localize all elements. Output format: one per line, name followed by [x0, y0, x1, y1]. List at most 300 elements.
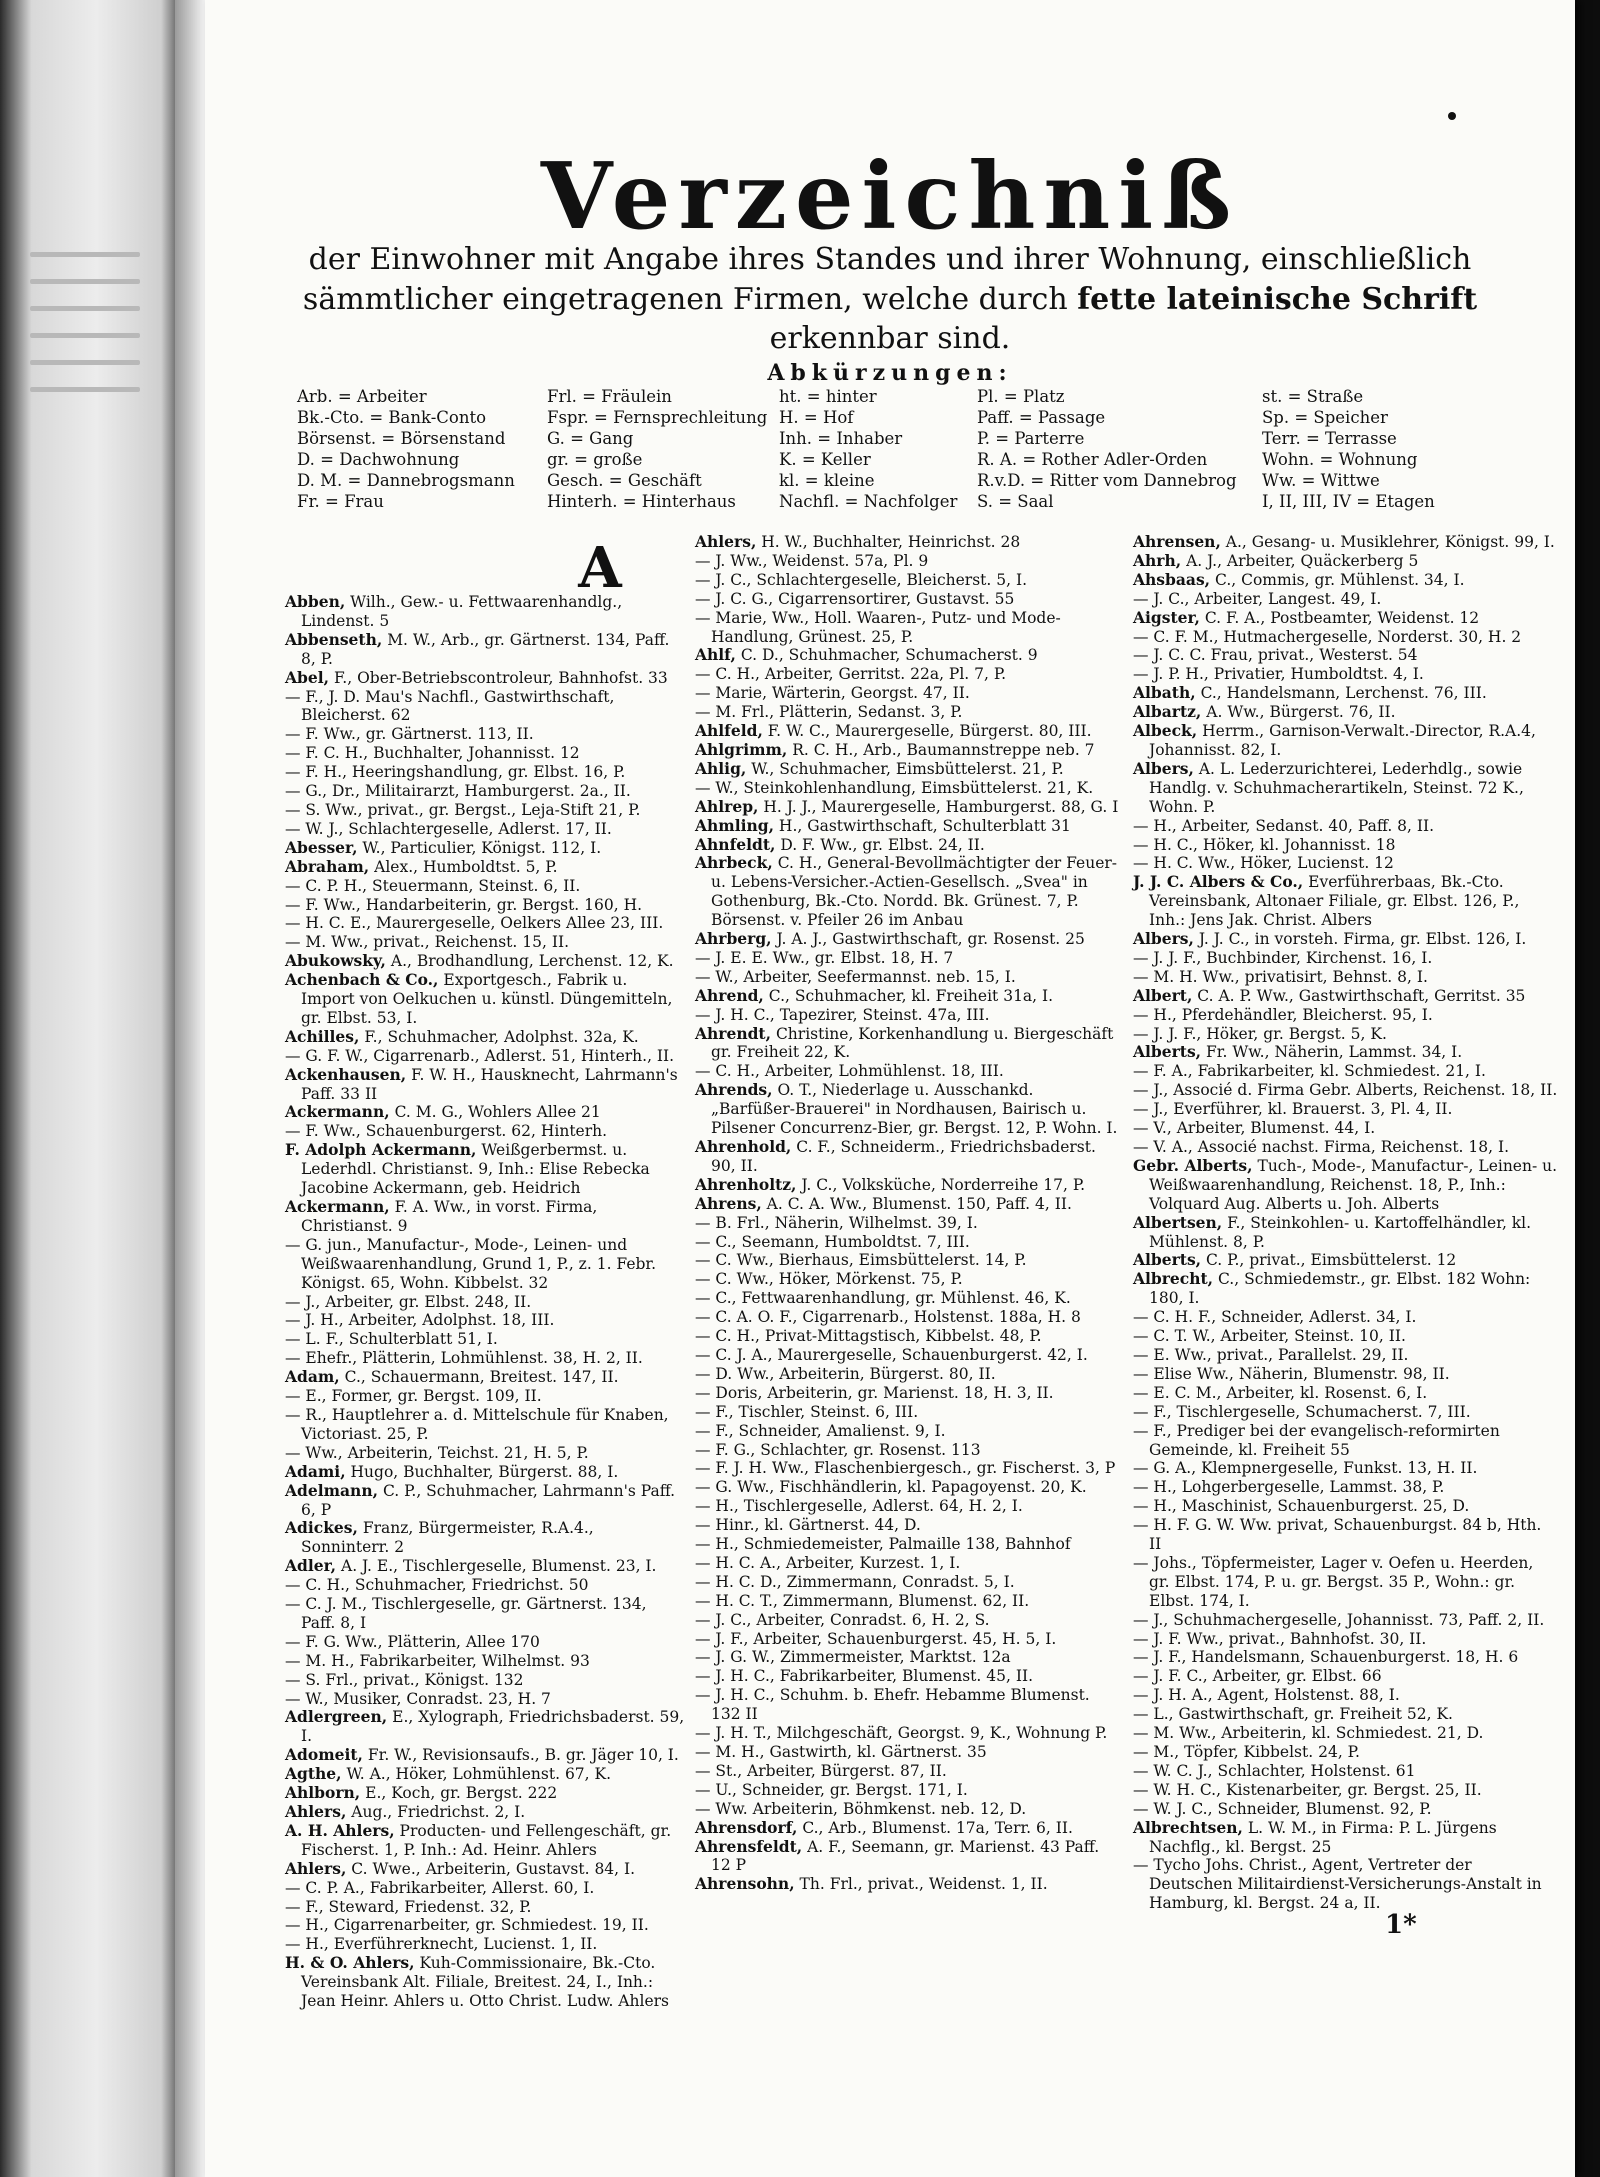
directory-entry [1133, 628, 1558, 647]
entry-details: — V., Arbeiter, Blumenst. 44, I. [1133, 1119, 1376, 1138]
directory-entry [1133, 1365, 1558, 1384]
directory-entry [695, 646, 1120, 665]
entry-details: — C. H., Arbeiter, Gerritst. 22a, Pl. 7, P. [695, 665, 1007, 684]
entry-details: — St., Arbeiter, Bürgerst. 87, II. [695, 1761, 947, 1780]
entry-details: — J. F., Arbeiter, Schauenburgerst. 45, H. 5, I. [695, 1629, 1057, 1648]
directory-entry [695, 1006, 1120, 1025]
entry-name: Adami, [285, 1461, 346, 1481]
entry-name: Ahrensfeldt, [695, 1836, 803, 1856]
entry-name: Ahrberg, [695, 929, 772, 949]
directory-entry [1133, 590, 1558, 609]
entry-details: C. Wwe., Arbeiterin, Gustavst. 84, I. [351, 1859, 636, 1878]
entry-name: Ahrh, [1133, 550, 1182, 570]
entry-name: Ahlers, [285, 1802, 347, 1821]
directory-entry [1133, 1762, 1558, 1781]
directory-entry [695, 1025, 1120, 1063]
abbreviation-item: P. = Parterre [977, 429, 1085, 448]
directory-entry [695, 1800, 1120, 1819]
entry-details: Exportgesch., Fabrik u. Import von Oelkuchen u. künstl. Düngemitteln, gr. Elbst. 53, I. [301, 971, 673, 1027]
directory-entry [285, 877, 685, 896]
entry-details: — Ww. Arbeiterin, Böhmkenst. neb. 12, D. [695, 1799, 1027, 1818]
entry-details: C., Handelsmann, Lerchenst. 76, III. [1200, 684, 1487, 703]
entry-details: Aug., Friedrichst. 2, I. [351, 1803, 526, 1821]
directory-entry [1133, 1743, 1558, 1762]
entry-details: — F. C. H., Buchhalter, Johannisst. 12 [285, 744, 580, 763]
directory-entry [1133, 1403, 1558, 1422]
entry-details: — Doris, Arbeiterin, gr. Marienst. 18, H. 3, II. [695, 1383, 1054, 1402]
directory-entry [1133, 1384, 1558, 1403]
directory-entry [695, 1648, 1120, 1667]
directory-entry [695, 1592, 1120, 1611]
entry-details: — E. C. M., Arbeiter, kl. Rosenst. 6, I. [1133, 1383, 1428, 1402]
entry-details: H. J. J., Maurergeselle, Hamburgerst. 88, G. I [763, 797, 1119, 816]
entry-details: — F., Tischler, Steinst. 6, III. [695, 1402, 919, 1421]
directory-entry [285, 1671, 685, 1690]
abbreviations-heading: Abkürzungen: [767, 360, 1013, 386]
directory-entry [1133, 665, 1558, 684]
directory-entry [695, 533, 1120, 552]
entry-details: — C. P. H., Steuermann, Steinst. 6, II. [285, 876, 581, 895]
entry-name: Ahlers, [285, 1858, 347, 1878]
entry-name: Abukowsky, [285, 951, 386, 971]
entry-name: Albartz, [1133, 702, 1202, 722]
entry-name: Aigster, [1133, 607, 1200, 627]
entry-details: A. C. A. Ww., Blumenst. 150, Paff. 4, II. [766, 1194, 1072, 1213]
directory-entry [1133, 571, 1558, 590]
entry-details: C. D., Schuhmacher, Schumacherst. 9 [740, 646, 1038, 665]
entry-name: Ahmling, [695, 815, 774, 835]
directory-entry [1133, 1346, 1558, 1365]
directory-entry [695, 1459, 1120, 1478]
section-letter: A [578, 535, 622, 601]
directory-entry [695, 949, 1120, 968]
entry-details: — Ehefr., Plätterin, Lohmühlenst. 38, H. 2, II. [285, 1349, 643, 1368]
entry-name: Abesser, [285, 837, 358, 857]
entry-details: — F. H., Heeringshandlung, gr. Elbst. 16, P. [285, 763, 626, 782]
directory-entry [285, 858, 685, 877]
directory-entry [285, 1822, 685, 1860]
previous-page-edge [0, 0, 175, 2177]
directory-entry [695, 798, 1120, 817]
abbreviation-item: Börsenst. = Börsenstand [297, 429, 506, 448]
entry-details: Hugo, Buchhalter, Bürgerst. 88, I. [350, 1462, 619, 1481]
directory-entry [695, 760, 1120, 779]
entry-details: F. A. Ww., in vorst. Firma, Christianst. 9 [301, 1198, 598, 1235]
entry-details: — H. C., Höker, kl. Johannisst. 18 [1133, 835, 1396, 854]
directory-entry [1133, 609, 1558, 628]
directory-column-middle [695, 533, 1120, 1894]
entry-details: R. C. H., Arb., Baumannstreppe neb. 7 [792, 740, 1095, 759]
directory-entry [695, 1308, 1120, 1327]
directory-entry [285, 952, 685, 971]
entry-details: — Marie, Wärterin, Georgst. 47, II. [695, 684, 970, 703]
directory-entry [695, 1875, 1120, 1894]
directory-entry [695, 1630, 1120, 1649]
directory-entry [285, 1387, 685, 1406]
directory-entry [285, 631, 685, 669]
directory-entry [1133, 1308, 1558, 1327]
directory-entry [695, 1724, 1120, 1743]
entry-name: Adickes, [285, 1518, 358, 1538]
entry-name: A. H. Ahlers, [285, 1820, 395, 1840]
entry-details: — J. H. C., Schuhm. b. Ehefr. Hebamme Blumenst. 132 II [695, 1686, 1090, 1724]
directory-entry [285, 1916, 685, 1935]
directory-entry [695, 1214, 1120, 1233]
directory-entry [285, 1557, 685, 1576]
directory-entry [285, 1595, 685, 1633]
entry-details: Th. Frl., privat., Weidenst. 1, II. [799, 1875, 1048, 1894]
entry-details: — J. H. C., Fabrikarbeiter, Blumenst. 45, II. [695, 1667, 1034, 1686]
entry-details: — C. A. O. F., Cigarrenarb., Holstenst. 188a, H. 8 [695, 1308, 1081, 1327]
entry-details: — F., Prediger bei der evangelisch-reformirten Gemeinde, kl. Freiheit 55 [1133, 1421, 1500, 1459]
directory-entry [1133, 1006, 1558, 1025]
entry-details: F., Ober-Betriebscontroleur, Bahnhofst. 33 [333, 668, 668, 687]
entry-details: — H. F. G. W. Ww. privat, Schauenburgst. 84 b, Hth. II [1133, 1516, 1542, 1554]
abbreviation-item: R.v.D. = Ritter vom Dannebrog [977, 471, 1237, 490]
subtitle-text-bold: fette lateinische Schrift [1077, 281, 1478, 317]
entry-name: Adelmann, [285, 1480, 378, 1500]
directory-entry [1133, 1667, 1558, 1686]
directory-column-right [1133, 533, 1558, 1913]
directory-entry [695, 930, 1120, 949]
directory-entry [695, 741, 1120, 760]
directory-entry [1133, 1025, 1558, 1044]
directory-entry [695, 1422, 1120, 1441]
entry-name: Ahlgrimm, [695, 739, 788, 759]
directory-entry [1133, 1516, 1558, 1554]
entry-details: — J. C., Schlachtergeselle, Bleicherst. 5, I. [695, 570, 1028, 589]
directory-entry [695, 987, 1120, 1006]
entry-details: J. C., Volksküche, Norderreihe 17, P. [801, 1175, 1086, 1194]
entry-name: Adlergreen, [285, 1707, 388, 1727]
entry-details: J. J. C., in vorsteh. Firma, gr. Elbst. 126, I. [1198, 930, 1527, 949]
entry-details: — Marie, Ww., Holl. Waaren-, Putz- und Mode-Handlung, Grünest. 25, P. [695, 608, 1061, 646]
entry-name: Achenbach & Co., [285, 970, 439, 990]
directory-entry [285, 1879, 685, 1898]
entry-details: — F. G., Schlachter, gr. Rosenst. 113 [695, 1440, 981, 1459]
entry-details: F. W. C., Maurergeselle, Bürgerst. 80, III. [767, 722, 1092, 741]
entry-name: Ahnfeldt, [695, 834, 776, 854]
directory-entry [285, 1482, 685, 1520]
entry-details: — M. H., Fabrikarbeiter, Wilhelmst. 93 [285, 1651, 590, 1670]
entry-details: — G. F. W., Cigarrenarb., Adlerst. 51, Hinterh., II. [285, 1046, 675, 1065]
directory-entry [1133, 646, 1558, 665]
entry-details: C., Arb., Blumenst. 17a, Terr. 6, II. [802, 1818, 1073, 1837]
entry-details: — H., Arbeiter, Sedanst. 40, Paff. 8, II. [1133, 816, 1435, 835]
directory-entry [695, 552, 1120, 571]
entry-name: Alberts, [1133, 1042, 1202, 1062]
entry-name: Abel, [285, 667, 330, 687]
directory-entry [1133, 1686, 1558, 1705]
entry-name: Adler, [285, 1556, 337, 1576]
directory-entry [695, 779, 1120, 798]
directory-entry [695, 571, 1120, 590]
directory-entry [695, 836, 1120, 855]
entry-name: Albers, [1133, 758, 1194, 778]
abbreviation-item: S. = Saal [977, 492, 1054, 511]
entry-details: — H. C. D., Zimmermann, Conradst. 5, I. [695, 1572, 1015, 1591]
entry-details: W. A., Höker, Lohmühlenst. 67, K. [346, 1765, 612, 1784]
directory-entry [285, 1746, 685, 1765]
directory-entry [285, 1860, 685, 1879]
entry-details: — E., Former, gr. Bergst. 109, II. [285, 1387, 542, 1406]
entry-details: — C. Ww., Bierhaus, Eimsbüttelerst. 14, P. [695, 1251, 1027, 1270]
directory-entry [1133, 533, 1558, 552]
directory-entry [1133, 1270, 1558, 1308]
entry-details: — M. Ww., privat., Reichenst. 15, II. [285, 933, 569, 952]
entry-details: — C. H., Privat-Mittagstisch, Kibbelst. 48, P. [695, 1327, 1042, 1346]
directory-entry [1133, 1138, 1558, 1157]
directory-entry [285, 839, 685, 858]
directory-entry [1133, 949, 1558, 968]
abbreviation-item: Sp. = Speicher [1262, 408, 1388, 427]
entry-details: F. W. H., Hausknecht, Lahrmann's Paff. 33 II [301, 1065, 678, 1103]
entry-details: C. P., privat., Eimsbüttelerst. 12 [1206, 1251, 1457, 1270]
entry-details: — H., Schmiedemeister, Palmaille 138, Bahnhof [695, 1535, 1071, 1554]
entry-details: — H., Everführerknecht, Lucienst. 1, II. [285, 1935, 598, 1954]
entry-details: D. F. Ww., gr. Elbst. 24, II. [780, 835, 985, 854]
entry-details: — S. Ww., privat., gr. Bergst., Leja-Stift 21, P. [285, 800, 641, 819]
entry-name: Ahrendt, [695, 1023, 771, 1043]
entry-details: C., Commis, gr. Mühlenst. 34, I. [1215, 570, 1465, 589]
directory-column-left [285, 593, 685, 2011]
abbreviation-item: kl. = kleine [779, 471, 875, 490]
entry-details: L. W. M., in Firma: P. L. Jürgens Nachflg., kl. Bergst. 25 [1149, 1818, 1497, 1856]
entry-details: — H., Pferdehändler, Bleicherst. 95, I. [1133, 1005, 1433, 1024]
entry-details: C. M. G., Wohlers Allee 21 [394, 1103, 601, 1122]
directory-entry [695, 1686, 1120, 1724]
directory-entry [285, 1103, 685, 1122]
abbreviation-item: st. = Straße [1262, 387, 1364, 406]
directory-entry [1133, 817, 1558, 836]
directory-entry [695, 703, 1120, 722]
directory-entry [1133, 1781, 1558, 1800]
directory-entry [695, 1384, 1120, 1403]
directory-entry [285, 1690, 685, 1709]
directory-entry [285, 1236, 685, 1293]
page-title: Verzeichniß [540, 142, 1240, 250]
entry-details: O. T., Niederlage u. Ausschankd. „Barfüßer-Brauerei" in Nordhausen, Bairisch u. Pilsener Concurrenz-Bier, gr. Bergst. 12, P. Wohn. I. [711, 1081, 1118, 1138]
entry-details: — J. Ww., Weidenst. 57a, Pl. 9 [695, 551, 929, 570]
directory-entry [285, 1765, 685, 1784]
entry-name: Ahlborn, [285, 1783, 361, 1803]
directory-entry [695, 1233, 1120, 1252]
entry-details: — F., Tischlergeselle, Schumacherst. 7, III. [1133, 1402, 1471, 1421]
entry-details: — W. C. J., Schlachter, Holstenst. 61 [1133, 1761, 1416, 1780]
directory-entry [285, 1198, 685, 1236]
entry-details: — F. Ww., gr. Gärtnerst. 113, II. [285, 725, 534, 744]
abbreviation-item: Fspr. = Fernsprechleitung [547, 408, 768, 427]
entry-details: M. W., Arb., gr. Gärtnerst. 134, Paff. 8, P. [301, 630, 670, 668]
entry-details: — C. J. M., Tischlergeselle, gr. Gärtnerst. 134, Paff. 8, I [285, 1595, 647, 1632]
entry-details: — J., Associé d. Firma Gebr. Alberts, Reichenst. 18, II. [1133, 1081, 1558, 1100]
entry-details: — C. P. A., Fabrikarbeiter, Allerst. 60, I. [285, 1878, 595, 1897]
directory-entry [1133, 1081, 1558, 1100]
entry-name: Albertsen, [1133, 1212, 1223, 1232]
abbreviation-item: Arb. = Arbeiter [297, 387, 427, 406]
abbreviation-item: K. = Keller [779, 450, 871, 469]
directory-entry [285, 1349, 685, 1368]
directory-entry [1133, 1214, 1558, 1252]
directory-entry [285, 1898, 685, 1917]
entry-details: Wilh., Gew.- u. Fettwaarenhandlg., Lindenst. 5 [301, 593, 623, 630]
entry-details: H. W., Buchhalter, Heinrichst. 28 [761, 533, 1021, 551]
directory-entry [695, 1270, 1120, 1289]
abbreviation-item: Fr. = Frau [297, 492, 384, 511]
directory-entry [695, 1403, 1120, 1422]
entry-details: — Johs., Töpfermeister, Lager v. Oefen u. Heerden, gr. Elbst. 174, P. u. gr. Bergst. 35 P., Wohn.: gr. Elbst. 174, I. [1133, 1553, 1534, 1610]
abbreviation-item: Ww. = Wittwe [1262, 471, 1380, 490]
entry-details: E., Xylograph, Friedrichsbaderst. 59, I. [301, 1708, 685, 1746]
directory-entry [695, 1762, 1120, 1781]
entry-details: Fr. Ww., Näherin, Lammst. 34, I. [1206, 1043, 1463, 1062]
entry-details: — W. J. C., Schneider, Blumenst. 92, P. [1133, 1799, 1432, 1818]
entry-details: — M. Ww., Arbeiterin, kl. Schmiedest. 21, D. [1133, 1724, 1484, 1743]
directory-entry [285, 1330, 685, 1349]
entry-details: — C. H. F., Schneider, Adlerst. 34, I. [1133, 1308, 1417, 1327]
directory-entry [1133, 1157, 1558, 1214]
entry-details: — F., Steward, Friedenst. 32, P. [285, 1897, 532, 1916]
directory-entry [1133, 1554, 1558, 1611]
ink-dot [1448, 112, 1456, 120]
entry-details: — W., Steinkohlenhandlung, Eimsbüttelerst. 21, K. [695, 778, 1094, 797]
directory-entry [285, 744, 685, 763]
directory-entry [285, 1122, 685, 1141]
entry-name: Ahlf, [695, 645, 736, 665]
entry-details: — J. F. Ww., privat., Bahnhofst. 30, II. [1133, 1629, 1427, 1648]
directory-entry [285, 1066, 685, 1104]
entry-details: — F. Ww., Schauenburgerst. 62, Hinterh. [285, 1122, 608, 1141]
directory-entry [1133, 836, 1558, 855]
entry-name: Ahrensohn, [695, 1874, 795, 1894]
directory-entry [695, 1062, 1120, 1081]
entry-name: Ahlfeld, [695, 721, 763, 741]
entry-details: — F., J. D. Mau's Nachfl., Gastwirthschaft, Bleicherst. 62 [285, 687, 615, 725]
entry-details: — F. Ww., Handarbeiterin, gr. Bergst. 160, H. [285, 895, 643, 914]
directory-entry [1133, 1856, 1558, 1913]
entry-name: Albert, [1133, 985, 1193, 1005]
entry-details: — C., Seemann, Humboldtst. 7, III. [695, 1232, 970, 1251]
entry-name: Abraham, [285, 856, 370, 876]
entry-details: C. H., General-Bevollmächtigter der Feuer- u. Lebens-Versicher.-Actien-Gesellsch. „Svea" in Gothenburg, Bk.-Cto. Nordd. Bk. Grünest. 7, P. Börsenst. v. Pfeiler 26 im Anbau [711, 854, 1118, 930]
directory-entry [285, 1141, 685, 1198]
entry-details: — J. J. F., Höker, gr. Bergst. 5, K. [1133, 1024, 1387, 1043]
directory-entry [285, 1708, 685, 1746]
entry-details: J. A. J., Gastwirthschaft, gr. Rosenst. 25 [776, 930, 1085, 949]
entry-details: — V. A., Associé nachst. Firma, Reichenst. 18, I. [1133, 1138, 1510, 1156]
abbreviation-item: Nachfl. = Nachfolger [779, 492, 958, 511]
entry-details: — E. Ww., privat., Parallelst. 29, II. [1133, 1345, 1409, 1364]
directory-entry [285, 914, 685, 933]
entry-details: — M. H. Ww., privatisirt, Behnst. 8, I. [1133, 967, 1428, 986]
entry-details: A., Gesang- u. Musiklehrer, Königst. 99, I. [1225, 533, 1555, 551]
entry-details: A. L. Lederzurichterei, Lederhdlg., sowie Handlg. v. Schuhmacherartikeln, Steinst. 72 K., Wohn. P. [1149, 759, 1524, 816]
entry-name: Ackenhausen, [285, 1064, 407, 1084]
page-signature-mark: 1* [1385, 1910, 1417, 1940]
entry-details: — U., Schneider, gr. Bergst. 171, I. [695, 1780, 968, 1799]
directory-entry [1133, 1819, 1558, 1857]
directory-entry [285, 1463, 685, 1482]
entry-details: — F. J. H. Ww., Flaschenbiergesch., gr. Fischerst. 3, P [695, 1459, 1116, 1478]
abbreviation-column [547, 386, 779, 512]
directory-entry [285, 725, 685, 744]
directory-entry [285, 1652, 685, 1671]
directory-entry [285, 1293, 685, 1312]
entry-name: Albrecht, [1133, 1269, 1214, 1289]
directory-entry [1133, 1611, 1558, 1630]
entry-details: A. Ww., Bürgerst. 76, II. [1206, 703, 1396, 722]
entry-details: — D. Ww., Arbeiterin, Bürgerst. 80, II. [695, 1364, 996, 1383]
entry-name: H. & O. Ahlers, [285, 1953, 415, 1973]
directory-entry [695, 1781, 1120, 1800]
directory-entry [1133, 722, 1558, 760]
directory-entry [285, 1935, 685, 1954]
directory-entry [285, 896, 685, 915]
directory-entry [695, 817, 1120, 836]
entry-name: Ahrenhold, [695, 1137, 792, 1156]
entry-details: — B. Frl., Näherin, Wilhelmst. 39, I. [695, 1213, 978, 1232]
abbreviation-item: D. M. = Dannebrogsmann [297, 471, 515, 490]
directory-entry [1133, 1100, 1558, 1119]
abbreviation-item: Terr. = Terrasse [1262, 429, 1397, 448]
entry-details: — S. Frl., privat., Königst. 132 [285, 1670, 524, 1689]
directory-entry [1133, 1478, 1558, 1497]
entry-details: — M., Töpfer, Kibbelst. 24, P. [1133, 1743, 1360, 1761]
directory-entry [1133, 1648, 1558, 1667]
entry-details: F., Steinkohlen- u. Kartoffelhändler, kl. Mühlenst. 8, P. [1149, 1213, 1532, 1251]
directory-entry [1133, 1062, 1558, 1081]
entry-details: C., Schauermann, Breitest. 147, II. [344, 1368, 619, 1387]
abbreviation-item: Frl. = Fräulein [547, 387, 672, 406]
directory-entry [1133, 1630, 1558, 1649]
entry-name: Ahrbeck, [695, 853, 773, 873]
directory-entry [285, 1576, 685, 1595]
abbreviation-item: Paff. = Passage [977, 408, 1106, 427]
directory-entry [285, 971, 685, 1028]
directory-entry [695, 722, 1120, 741]
entry-details: — J. C. G., Cigarrensortirer, Gustavst. 55 [695, 589, 1015, 608]
entry-details: — Ww., Arbeiterin, Teichst. 21, H. 5, P. [285, 1443, 589, 1462]
directory-entry [695, 1743, 1120, 1762]
entry-details: — W. H. C., Kistenarbeiter, gr. Bergst. 25, II. [1133, 1780, 1482, 1799]
directory-entry [1133, 1119, 1558, 1138]
abbreviation-item: Bk.-Cto. = Bank-Conto [297, 408, 487, 427]
directory-entry [695, 1838, 1120, 1876]
entry-details: C., Schmiedemstr., gr. Elbst. 182 Wohn: 180, I. [1149, 1270, 1531, 1308]
entry-details: — C. H., Arbeiter, Lohmühlenst. 18, III. [695, 1062, 1004, 1081]
entry-name: Ackermann, [285, 1102, 390, 1122]
directory-entry [285, 782, 685, 801]
entry-details: — J. F., Handelsmann, Schauenburgerst. 18, H. 6 [1133, 1648, 1519, 1667]
entry-details: Everführerbaas, Bk.-Cto. Vereinsbank, Altonaer Filiale, gr. Elbst. 126, P., Inh.: Jens Jak. Christ. Albers [1149, 873, 1520, 930]
entry-name: F. Adolph Ackermann, [285, 1140, 477, 1160]
directory-entry [285, 669, 685, 688]
entry-details: — H., Maschinist, Schauenburgerst. 25, D. [1133, 1497, 1470, 1516]
directory-entry [1133, 1422, 1558, 1460]
directory-entry [285, 1954, 685, 2011]
abbreviation-item: ht. = hinter [779, 387, 877, 406]
directory-entry [695, 1497, 1120, 1516]
entry-details: — C. H., Schuhmacher, Friedrichst. 50 [285, 1576, 589, 1595]
entry-name: Ahlers, [695, 532, 757, 551]
entry-name: Abben, [285, 592, 346, 611]
directory-entry [695, 1441, 1120, 1460]
entry-name: Ahlig, [695, 758, 747, 778]
directory-entry [285, 801, 685, 820]
entry-details: — H. C. Ww., Höker, Lucienst. 12 [1133, 854, 1394, 873]
entry-name: Albeck, [1133, 721, 1198, 741]
directory-entry [695, 684, 1120, 703]
